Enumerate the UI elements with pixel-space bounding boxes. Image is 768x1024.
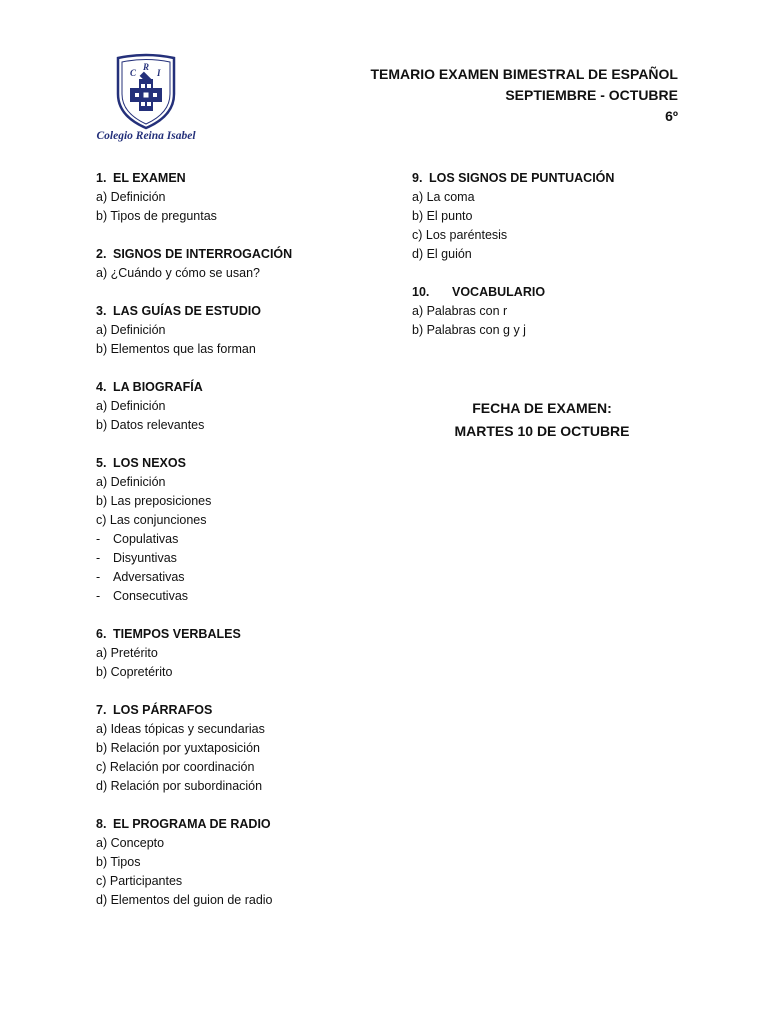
section-title: [96, 701, 396, 720]
sub-list-item: [96, 549, 396, 568]
section-title: [96, 815, 396, 834]
list-item: c) Las conjunciones: [96, 513, 207, 527]
dash-bullet: -: [96, 551, 101, 565]
section-1: [96, 169, 396, 226]
section-number: 5.: [96, 456, 107, 470]
section-number: 7.: [96, 703, 107, 717]
section-title-text: EL EXAMEN: [113, 171, 186, 185]
section-title-text: SIGNOS DE INTERROGACIÓN: [113, 247, 293, 261]
logo-letter-r: R: [143, 62, 150, 72]
list-item: b) Las preposiciones: [96, 494, 212, 508]
list-item: b) Tipos de preguntas: [96, 209, 217, 223]
section-number: 10.: [412, 285, 430, 299]
topics-left-column: [96, 169, 396, 929]
list-item: a) La coma: [412, 190, 475, 204]
list-item: a) ¿Cuándo y cómo se usan?: [96, 266, 260, 280]
section-number: 6.: [96, 627, 107, 641]
school-name: Colegio Reina Isabel: [96, 130, 196, 142]
sub-list-item-text: Consecutivas: [113, 589, 189, 603]
list-item: b) Tipos: [96, 855, 141, 869]
section-title-text: LOS PÁRRAFOS: [113, 703, 213, 717]
list-item: a) Concepto: [96, 836, 165, 850]
logo-letter-i: I: [157, 68, 161, 78]
sub-list-item-text: Disyuntivas: [113, 551, 177, 565]
section-title: [96, 302, 396, 321]
section-title: [96, 169, 396, 188]
section-title: [412, 169, 712, 188]
section-number: 9.: [412, 171, 423, 185]
list-item: a) Definición: [96, 323, 166, 337]
topics-right-column: [412, 169, 712, 359]
section-title-text: LA BIOGRAFÍA: [113, 380, 203, 394]
sub-list-item: [96, 530, 396, 549]
section-2: [96, 245, 396, 283]
section-title-text: LOS SIGNOS DE PUNTUACIÓN: [429, 171, 615, 185]
section-title: [96, 378, 396, 397]
dash-bullet: -: [96, 532, 101, 546]
section-7: [96, 701, 396, 796]
section-title: [412, 283, 712, 302]
exam-date-label: FECHA DE EXAMEN:: [472, 400, 612, 416]
section-number: 4.: [96, 380, 107, 394]
header-grade: 6º: [665, 108, 678, 124]
list-item: b) Elementos que las forman: [96, 342, 256, 356]
sub-list-item: [96, 587, 396, 606]
section-8: [96, 815, 396, 910]
section-number: 1.: [96, 171, 107, 185]
section-6: [96, 625, 396, 682]
list-item: b) Palabras con g y j: [412, 323, 526, 337]
dash-bullet: -: [96, 570, 101, 584]
section-title-text: LOS NEXOS: [113, 456, 186, 470]
list-item: a) Definición: [96, 475, 166, 489]
list-item: b) Datos relevantes: [96, 418, 205, 432]
list-item: c) Participantes: [96, 874, 183, 888]
sub-list-item-text: Copulativas: [113, 532, 179, 546]
list-item: d) El guión: [412, 247, 472, 261]
list-item: b) Copretérito: [96, 665, 173, 679]
list-item: a) Palabras con r: [412, 304, 508, 318]
list-item: a) Ideas tópicas y secundarias: [96, 722, 265, 736]
list-item: d) Elementos del guion de radio: [96, 893, 273, 907]
sub-list-item-text: Adversativas: [113, 570, 185, 584]
sub-list-item: [96, 568, 396, 587]
section-number: 2.: [96, 247, 107, 261]
school-logo: [88, 52, 204, 148]
list-item: c) Los paréntesis: [412, 228, 508, 242]
exam-date-value: MARTES 10 DE OCTUBRE: [454, 423, 630, 439]
section-10: [412, 283, 712, 340]
section-5: [96, 454, 396, 606]
exam-date-block: [412, 397, 672, 443]
list-item: a) Pretérito: [96, 646, 158, 660]
list-item: b) El punto: [412, 209, 473, 223]
list-item: d) Relación por subordinación: [96, 779, 263, 793]
section-title: [96, 454, 396, 473]
section-title-text: TIEMPOS VERBALES: [113, 627, 241, 641]
section-title-text: LAS GUÍAS DE ESTUDIO: [113, 304, 261, 318]
section-number: 8.: [96, 817, 107, 831]
document-header: [370, 64, 678, 127]
section-title-text: VOCABULARIO: [452, 285, 546, 299]
header-period: SEPTIEMBRE - OCTUBRE: [505, 87, 678, 103]
dash-bullet: -: [96, 589, 101, 603]
list-item: c) Relación por coordinación: [96, 760, 255, 774]
section-number: 3.: [96, 304, 107, 318]
section-title: [96, 245, 396, 264]
section-title: [96, 625, 396, 644]
list-item: b) Relación por yuxtaposición: [96, 741, 260, 755]
logo-letter-c: C: [130, 68, 137, 78]
list-item: a) Definición: [96, 190, 166, 204]
list-item: a) Definición: [96, 399, 166, 413]
shield-crest-icon: [88, 52, 204, 130]
section-4: [96, 378, 396, 435]
section-3: [96, 302, 396, 359]
section-title-text: EL PROGRAMA DE RADIO: [113, 817, 271, 831]
header-title: TEMARIO EXAMEN BIMESTRAL DE ESPAÑOL: [370, 66, 678, 82]
section-9: [412, 169, 712, 264]
